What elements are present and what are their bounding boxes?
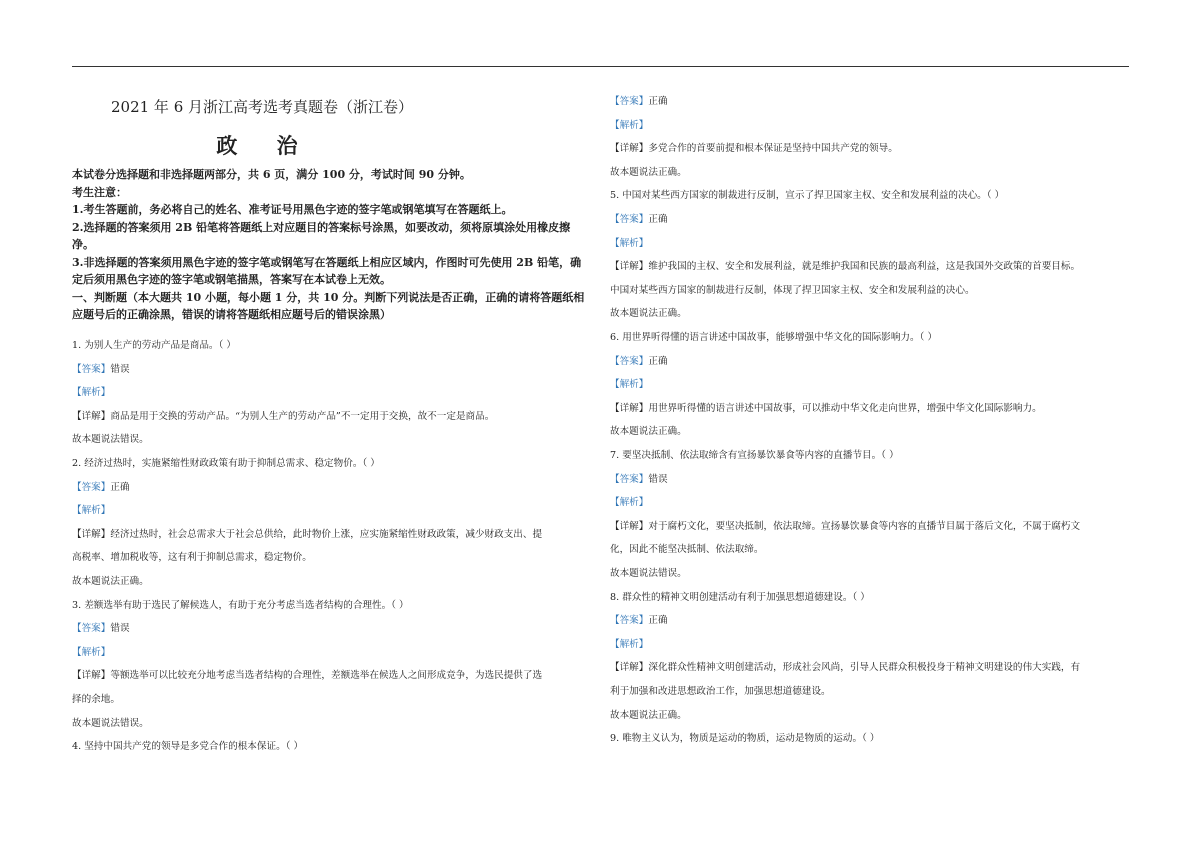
explanation-line: 择的余地。: [72, 694, 120, 705]
question-line: 9. 唯物主义认为，物质是运动的物质，运动是物质的运动。（ ）: [610, 733, 880, 745]
answer-value: 错误: [648, 473, 668, 485]
answer-value: 正确: [648, 615, 668, 627]
question-line: 3. 差额选举有助于选民了解候选人，有助于充分考虑当选者结构的合理性。（ ）: [72, 599, 409, 611]
answer-label: 【答案】: [610, 615, 649, 627]
explanation-line: 利于加强和改进思想政治工作，加强思想道德建设。: [610, 686, 831, 697]
detail-line: [72, 664, 542, 688]
question-line: 1. 为别人生产的劳动产品是商品。（ ）: [72, 340, 236, 351]
analysis-label-line: [610, 633, 648, 657]
question-line: 2. 经济过热时，实施紧缩性财政政策有助于抑制总需求、稳定物价。（ ）: [72, 458, 380, 469]
detail-line: [610, 137, 898, 161]
detail-label: 【详解】: [610, 143, 649, 155]
detail-text: 深化群众性精神文明创建活动，形成社会风尚，引导人民群众积极投身于精神文明建设的伟大实践，有: [648, 662, 1081, 674]
answer-label: 【答案】: [72, 481, 111, 493]
detail-text: 等额选举可以比较充分地考虑当选者结构的合理性，差额选举在候选人之间形成竞争，为选民提供了选: [110, 670, 543, 682]
detail-text: 对于腐朽文化，要坚决抵制，依法取缔。宣扬暴饮暴食等内容的直播节目属于落后文化，不属于腐朽文: [648, 520, 1081, 532]
detail-label: 【详解】: [610, 261, 649, 273]
answer-label: 【答案】: [610, 473, 649, 485]
analysis-label-line: [610, 373, 648, 397]
answer-line: [610, 90, 668, 114]
instruction-line: 考生注意：: [72, 185, 127, 199]
explanation-line: 故本题说法错误。: [610, 568, 687, 579]
explanation-line: 中国对某些西方国家的制裁进行反制，体现了捍卫国家主权、安全和发展利益的决心。: [610, 284, 975, 296]
instruction-line: 2.选择题的答案须用 2B 铅笔将答题纸上对应题目的答案标号涂黑，如要改动，须将原填涂处用橡皮擦净。: [72, 220, 571, 251]
explanation-line: 高税率、增加税收等，这有利于抑制总需求，稳定物价。: [72, 552, 312, 564]
detail-line: [610, 656, 1080, 680]
question-line: 5. 中国对某些西方国家的制裁进行反制，宣示了捍卫国家主权、安全和发展利益的决心。（ ）: [610, 190, 1005, 202]
explanation-line: 故本题说法正确。: [610, 709, 687, 721]
analysis-label: 【解析】: [610, 237, 649, 249]
question-line: 7. 要坚决抵制、依法取缔含有宣扬暴饮暴食等内容的直播节目。（ ）: [610, 450, 899, 461]
detail-label: 【详解】: [72, 528, 111, 540]
analysis-label: 【解析】: [610, 638, 649, 650]
instruction-line: 1.考生答题前，务必将自己的姓名、准考证号用黑色字迹的签字笔或钢笔填写在答题纸上。: [72, 203, 513, 216]
section-heading: 一、判断题（本大题共 10 小题，每小题 1 分，共 10 分。判断下列说法是否正确，正确的请将答题纸相应题号后的正确涂黑，错误的请将答题纸相应题号后的错误涂黑）: [72, 290, 585, 321]
analysis-label: 【解析】: [72, 646, 111, 658]
instruction-line: 本试卷分选择题和非选择题两部分，共 6 页，满分 100 分，考试时间 90 分钟。: [72, 168, 471, 181]
page-title: 2021 年 6 月浙江高考选考真题卷（浙江卷）: [110, 98, 414, 116]
explanation-line: 故本题说法正确。: [610, 166, 687, 178]
exam-instructions: [72, 166, 592, 324]
detail-label: 【详解】: [72, 670, 111, 682]
analysis-label-line: [72, 641, 110, 665]
answer-label: 【答案】: [72, 623, 111, 635]
detail-text: 商品是用于交换的劳动产品。“为别人生产的劳动产品”不一定用于交换，故不一定是商品。: [110, 410, 495, 422]
question-line: 4. 坚持中国共产党的领导是多党合作的根本保证。（ ）: [72, 741, 304, 753]
answer-label: 【答案】: [610, 96, 649, 107]
instruction-line: 3.非选择题的答案须用黑色字迹的签字笔或钢笔写在答题纸上相应区域内，作图时可先使用 2B 铅笔，确定后须用黑色字迹的签字笔或钢笔描黑，答案写在本试卷上无效。: [72, 255, 582, 286]
answer-value: 正确: [648, 96, 668, 107]
answer-label: 【答案】: [610, 355, 649, 367]
detail-text: 用世界听得懂的语言讲述中国故事，可以推动中华文化走向世界，增强中华文化国际影响力。: [648, 402, 1042, 414]
detail-label: 【详解】: [610, 402, 649, 414]
analysis-label-line: [610, 232, 648, 256]
analysis-label-line: [72, 381, 110, 405]
explanation-line: 故本题说法正确。: [610, 308, 687, 320]
analysis-label-line: [610, 114, 648, 138]
detail-text: 维护我国的主权、安全和发展利益，就是维护我国和民族的最高利益，这是我国外交政策的首要目标。: [648, 261, 1081, 273]
answer-line: [610, 609, 668, 633]
analysis-label: 【解析】: [610, 379, 649, 391]
explanation-line: 故本题说法错误。: [72, 717, 149, 729]
answer-label: 【答案】: [610, 214, 649, 225]
analysis-label: 【解析】: [610, 497, 649, 509]
detail-label: 【详解】: [610, 662, 649, 674]
analysis-label: 【解析】: [610, 119, 649, 131]
answer-value: 错误: [110, 623, 130, 635]
header-rule: [72, 66, 1129, 67]
detail-line: [72, 523, 542, 547]
detail-text: 多党合作的首要前提和根本保证是坚持中国共产党的领导。: [648, 143, 898, 155]
analysis-label-line: [610, 491, 648, 515]
answer-value: 正确: [648, 214, 668, 225]
answer-line: [610, 468, 668, 492]
detail-text: 经济过热时，社会总需求大于社会总供给，此时物价上涨，应实施紧缩性财政政策，减少财政支出、提: [110, 528, 543, 540]
subject-heading: 政 治: [216, 133, 314, 158]
answer-line: [610, 208, 668, 232]
question-line: 8. 群众性的精神文明创建活动有利于加强思想道德建设。（ ）: [610, 591, 870, 603]
detail-line: [610, 255, 1080, 279]
detail-line: [610, 515, 1080, 539]
question-line: 6. 用世界听得懂的语言讲述中国故事，能够增强中华文化的国际影响力。（ ）: [610, 332, 938, 343]
analysis-label: 【解析】: [72, 505, 111, 517]
answer-line: [72, 617, 130, 641]
answer-value: 正确: [648, 355, 668, 367]
explanation-line: 故本题说法错误。: [72, 434, 149, 446]
explanation-line: 故本题说法正确。: [72, 576, 149, 587]
answer-line: [72, 476, 130, 500]
answer-label: 【答案】: [72, 363, 111, 375]
answer-line: [610, 350, 668, 374]
detail-label: 【详解】: [610, 520, 649, 532]
detail-label: 【详解】: [72, 410, 111, 422]
analysis-label: 【解析】: [72, 387, 111, 399]
explanation-line: 化，因此不能坚决抵制、依法取缔。: [610, 544, 764, 556]
answer-value: 正确: [110, 481, 130, 493]
answer-value: 错误: [110, 363, 130, 375]
explanation-line: 故本题说法正确。: [610, 426, 687, 438]
detail-line: [610, 397, 1042, 421]
analysis-label-line: [72, 499, 110, 523]
detail-line: [72, 405, 494, 429]
answer-line: [72, 358, 130, 382]
